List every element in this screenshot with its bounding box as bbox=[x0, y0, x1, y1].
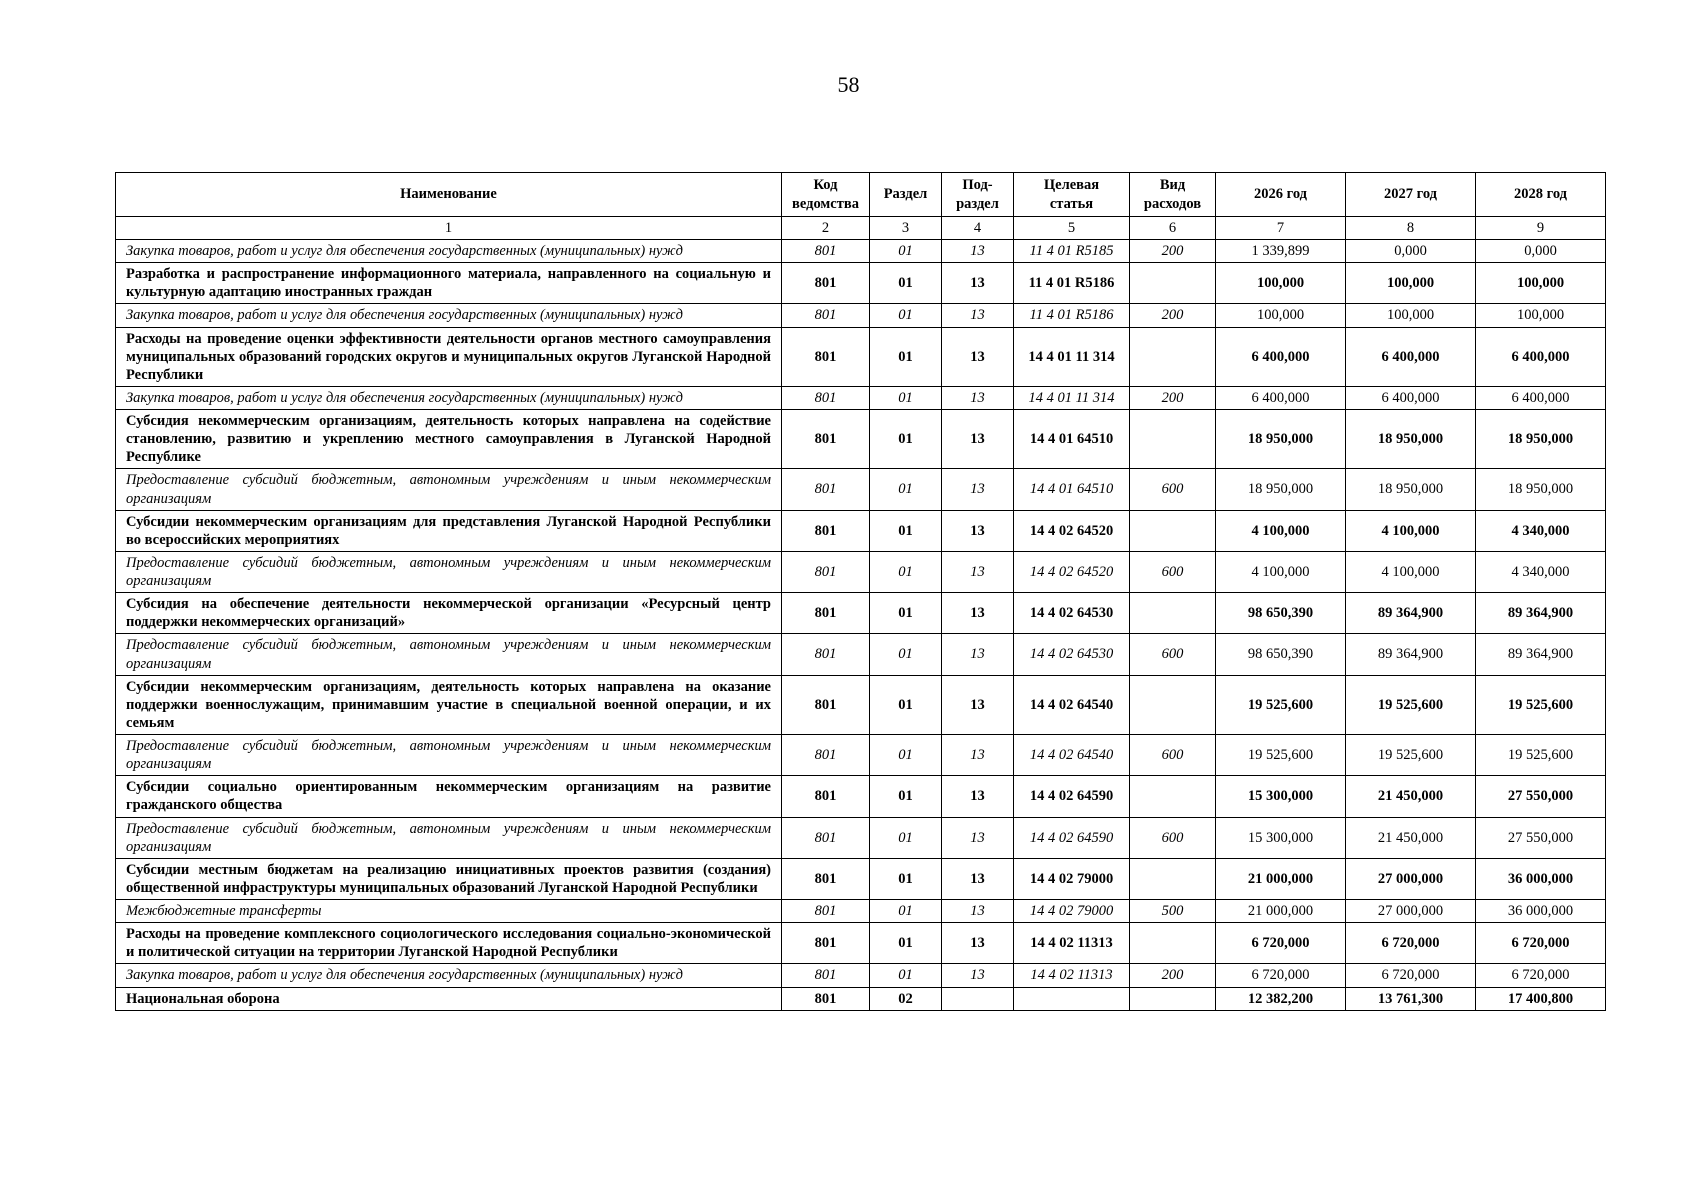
row-amount-2027: 18 950,000 bbox=[1346, 469, 1476, 510]
row-subsection: 13 bbox=[942, 735, 1014, 776]
table-row bbox=[116, 634, 1606, 675]
row-expense-type: 200 bbox=[1130, 240, 1216, 263]
row-amount-2028: 6 720,000 bbox=[1476, 964, 1606, 987]
row-target-article: 11 4 01 R5186 bbox=[1014, 304, 1130, 327]
row-section: 01 bbox=[870, 240, 942, 263]
table-row bbox=[116, 510, 1606, 551]
row-target-article: 14 4 01 64510 bbox=[1014, 410, 1130, 469]
row-expense-type: 600 bbox=[1130, 469, 1216, 510]
row-amount-2026: 15 300,000 bbox=[1216, 776, 1346, 817]
row-section: 01 bbox=[870, 263, 942, 304]
header-year-2028: 2028 год bbox=[1476, 173, 1606, 217]
row-subsection: 13 bbox=[942, 964, 1014, 987]
row-name: Субсидия некоммерческим организациям, деятельность которых направлена на содействие становлению, развитию и укреплению местного самоуправления в Луганской Народной Республике bbox=[116, 410, 782, 469]
row-section: 01 bbox=[870, 304, 942, 327]
row-amount-2027: 27 000,000 bbox=[1346, 858, 1476, 899]
table-row bbox=[116, 675, 1606, 734]
row-section: 01 bbox=[870, 593, 942, 634]
row-amount-2026: 19 525,600 bbox=[1216, 735, 1346, 776]
header-year-2027: 2027 год bbox=[1346, 173, 1476, 217]
row-dept-code: 801 bbox=[782, 240, 870, 263]
row-name: Субсидии некоммерческим организациям для представления Луганской Народной Республики во всероссийских мероприятиях bbox=[116, 510, 782, 551]
row-expense-type: 600 bbox=[1130, 817, 1216, 858]
row-amount-2028: 19 525,600 bbox=[1476, 735, 1606, 776]
row-subsection: 13 bbox=[942, 551, 1014, 592]
row-expense-type bbox=[1130, 410, 1216, 469]
row-name: Закупка товаров, работ и услуг для обеспечения государственных (муниципальных) нужд bbox=[116, 240, 782, 263]
row-dept-code: 801 bbox=[782, 410, 870, 469]
row-subsection: 13 bbox=[942, 675, 1014, 734]
row-subsection: 13 bbox=[942, 858, 1014, 899]
row-name: Предоставление субсидий бюджетным, автономным учреждениям и иным некоммерческим организациям bbox=[116, 735, 782, 776]
table-body bbox=[116, 240, 1606, 1011]
row-amount-2026: 18 950,000 bbox=[1216, 469, 1346, 510]
row-amount-2028: 27 550,000 bbox=[1476, 776, 1606, 817]
table-row bbox=[116, 327, 1606, 386]
row-section: 01 bbox=[870, 510, 942, 551]
row-dept-code: 801 bbox=[782, 327, 870, 386]
row-amount-2028: 17 400,800 bbox=[1476, 987, 1606, 1010]
row-target-article: 14 4 02 11313 bbox=[1014, 964, 1130, 987]
row-expense-type: 600 bbox=[1130, 551, 1216, 592]
row-target-article: 11 4 01 R5185 bbox=[1014, 240, 1130, 263]
row-amount-2028: 18 950,000 bbox=[1476, 469, 1606, 510]
row-target-article: 14 4 02 11313 bbox=[1014, 923, 1130, 964]
row-expense-type bbox=[1130, 327, 1216, 386]
row-subsection bbox=[942, 987, 1014, 1010]
row-expense-type bbox=[1130, 776, 1216, 817]
table-row bbox=[116, 817, 1606, 858]
row-name: Разработка и распространение информационного материала, направленного на социальную и культурную адаптацию иностранных граждан bbox=[116, 263, 782, 304]
table-row bbox=[116, 735, 1606, 776]
row-amount-2026: 6 400,000 bbox=[1216, 327, 1346, 386]
table-row bbox=[116, 240, 1606, 263]
column-number: 9 bbox=[1476, 217, 1606, 240]
row-amount-2026: 6 400,000 bbox=[1216, 386, 1346, 409]
table-row bbox=[116, 987, 1606, 1010]
row-amount-2026: 6 720,000 bbox=[1216, 923, 1346, 964]
row-expense-type bbox=[1130, 987, 1216, 1010]
row-amount-2028: 6 400,000 bbox=[1476, 327, 1606, 386]
column-number-row bbox=[116, 217, 1606, 240]
row-section: 01 bbox=[870, 675, 942, 734]
row-subsection: 13 bbox=[942, 304, 1014, 327]
row-expense-type bbox=[1130, 923, 1216, 964]
row-amount-2026: 21 000,000 bbox=[1216, 858, 1346, 899]
row-expense-type bbox=[1130, 510, 1216, 551]
row-name: Субсидия на обеспечение деятельности некоммерческой организации «Ресурсный центр поддержки некоммерческих организаций» bbox=[116, 593, 782, 634]
row-amount-2028: 4 340,000 bbox=[1476, 510, 1606, 551]
row-amount-2026: 15 300,000 bbox=[1216, 817, 1346, 858]
row-amount-2028: 27 550,000 bbox=[1476, 817, 1606, 858]
row-expense-type bbox=[1130, 593, 1216, 634]
table-row bbox=[116, 551, 1606, 592]
header-dept-code: Код ведомства bbox=[782, 173, 870, 217]
row-subsection: 13 bbox=[942, 510, 1014, 551]
row-section: 01 bbox=[870, 923, 942, 964]
row-dept-code: 801 bbox=[782, 987, 870, 1010]
row-section: 01 bbox=[870, 776, 942, 817]
row-subsection: 13 bbox=[942, 923, 1014, 964]
row-section: 01 bbox=[870, 735, 942, 776]
row-amount-2028: 100,000 bbox=[1476, 304, 1606, 327]
table-row bbox=[116, 776, 1606, 817]
row-dept-code: 801 bbox=[782, 675, 870, 734]
row-amount-2027: 19 525,600 bbox=[1346, 675, 1476, 734]
row-section: 01 bbox=[870, 858, 942, 899]
row-name: Национальная оборона bbox=[116, 987, 782, 1010]
row-dept-code: 801 bbox=[782, 923, 870, 964]
row-subsection: 13 bbox=[942, 327, 1014, 386]
row-section: 01 bbox=[870, 327, 942, 386]
row-target-article bbox=[1014, 987, 1130, 1010]
row-amount-2028: 4 340,000 bbox=[1476, 551, 1606, 592]
row-subsection: 13 bbox=[942, 634, 1014, 675]
row-target-article: 14 4 02 64520 bbox=[1014, 551, 1130, 592]
row-dept-code: 801 bbox=[782, 304, 870, 327]
row-amount-2027: 4 100,000 bbox=[1346, 510, 1476, 551]
table-row bbox=[116, 923, 1606, 964]
row-name: Предоставление субсидий бюджетным, автономным учреждениям и иным некоммерческим организациям bbox=[116, 551, 782, 592]
row-expense-type: 200 bbox=[1130, 304, 1216, 327]
row-dept-code: 801 bbox=[782, 593, 870, 634]
row-dept-code: 801 bbox=[782, 964, 870, 987]
row-dept-code: 801 bbox=[782, 735, 870, 776]
row-dept-code: 801 bbox=[782, 263, 870, 304]
table-row bbox=[116, 386, 1606, 409]
row-section: 01 bbox=[870, 386, 942, 409]
row-name: Закупка товаров, работ и услуг для обеспечения государственных (муниципальных) нужд bbox=[116, 386, 782, 409]
row-amount-2027: 89 364,900 bbox=[1346, 593, 1476, 634]
header-section: Раздел bbox=[870, 173, 942, 217]
row-name: Предоставление субсидий бюджетным, автономным учреждениям и иным некоммерческим организациям bbox=[116, 817, 782, 858]
row-target-article: 14 4 02 79000 bbox=[1014, 900, 1130, 923]
header-target-article: Целевая статья bbox=[1014, 173, 1130, 217]
row-amount-2027: 100,000 bbox=[1346, 304, 1476, 327]
column-number: 1 bbox=[116, 217, 782, 240]
row-amount-2027: 21 450,000 bbox=[1346, 776, 1476, 817]
column-number: 5 bbox=[1014, 217, 1130, 240]
row-amount-2027: 0,000 bbox=[1346, 240, 1476, 263]
row-amount-2026: 98 650,390 bbox=[1216, 593, 1346, 634]
row-amount-2026: 98 650,390 bbox=[1216, 634, 1346, 675]
column-number: 4 bbox=[942, 217, 1014, 240]
header-row bbox=[116, 173, 1606, 217]
row-amount-2028: 18 950,000 bbox=[1476, 410, 1606, 469]
row-amount-2027: 6 400,000 bbox=[1346, 386, 1476, 409]
row-amount-2027: 6 720,000 bbox=[1346, 964, 1476, 987]
row-amount-2026: 4 100,000 bbox=[1216, 551, 1346, 592]
header-name: Наименование bbox=[116, 173, 782, 217]
row-subsection: 13 bbox=[942, 386, 1014, 409]
row-dept-code: 801 bbox=[782, 510, 870, 551]
row-subsection: 13 bbox=[942, 900, 1014, 923]
header-expense-type: Вид расходов bbox=[1130, 173, 1216, 217]
row-dept-code: 801 bbox=[782, 858, 870, 899]
row-section: 01 bbox=[870, 900, 942, 923]
row-amount-2027: 27 000,000 bbox=[1346, 900, 1476, 923]
column-number: 6 bbox=[1130, 217, 1216, 240]
row-section: 01 bbox=[870, 410, 942, 469]
row-amount-2027: 100,000 bbox=[1346, 263, 1476, 304]
row-amount-2027: 6 720,000 bbox=[1346, 923, 1476, 964]
row-amount-2027: 18 950,000 bbox=[1346, 410, 1476, 469]
row-dept-code: 801 bbox=[782, 776, 870, 817]
row-amount-2026: 19 525,600 bbox=[1216, 675, 1346, 734]
row-target-article: 14 4 02 64540 bbox=[1014, 675, 1130, 734]
row-amount-2027: 13 761,300 bbox=[1346, 987, 1476, 1010]
column-number: 7 bbox=[1216, 217, 1346, 240]
row-expense-type bbox=[1130, 858, 1216, 899]
row-subsection: 13 bbox=[942, 469, 1014, 510]
row-section: 02 bbox=[870, 987, 942, 1010]
row-dept-code: 801 bbox=[782, 634, 870, 675]
row-target-article: 14 4 02 64530 bbox=[1014, 634, 1130, 675]
row-target-article: 14 4 01 64510 bbox=[1014, 469, 1130, 510]
row-amount-2026: 100,000 bbox=[1216, 304, 1346, 327]
row-subsection: 13 bbox=[942, 240, 1014, 263]
row-amount-2027: 89 364,900 bbox=[1346, 634, 1476, 675]
row-target-article: 11 4 01 R5186 bbox=[1014, 263, 1130, 304]
row-name: Субсидии некоммерческим организациям, деятельность которых направлена на оказание поддержки военнослужащим, принимавшим участие в специальной военной операции, и их семьям bbox=[116, 675, 782, 734]
row-subsection: 13 bbox=[942, 817, 1014, 858]
row-name: Субсидии социально ориентированным некоммерческим организациям на развитие гражданского общества bbox=[116, 776, 782, 817]
row-target-article: 14 4 02 64590 bbox=[1014, 776, 1130, 817]
row-section: 01 bbox=[870, 551, 942, 592]
row-amount-2027: 4 100,000 bbox=[1346, 551, 1476, 592]
row-amount-2027: 19 525,600 bbox=[1346, 735, 1476, 776]
row-name: Расходы на проведение оценки эффективности деятельности органов местного самоуправления муниципальных образований городских округов и муниципальных округов Луганской Народной Республики bbox=[116, 327, 782, 386]
row-amount-2028: 89 364,900 bbox=[1476, 593, 1606, 634]
row-name: Предоставление субсидий бюджетным, автономным учреждениям и иным некоммерческим организациям bbox=[116, 469, 782, 510]
row-amount-2028: 100,000 bbox=[1476, 263, 1606, 304]
budget-table bbox=[115, 172, 1606, 1011]
row-target-article: 14 4 02 79000 bbox=[1014, 858, 1130, 899]
row-amount-2026: 100,000 bbox=[1216, 263, 1346, 304]
row-section: 01 bbox=[870, 817, 942, 858]
row-name: Расходы на проведение комплексного социологического исследования социально-экономической и политической ситуации на территории Луганской Народной Республики bbox=[116, 923, 782, 964]
row-amount-2028: 36 000,000 bbox=[1476, 900, 1606, 923]
column-number: 2 bbox=[782, 217, 870, 240]
row-subsection: 13 bbox=[942, 593, 1014, 634]
row-amount-2026: 6 720,000 bbox=[1216, 964, 1346, 987]
header-subsection: Под- раздел bbox=[942, 173, 1014, 217]
row-expense-type bbox=[1130, 263, 1216, 304]
row-subsection: 13 bbox=[942, 263, 1014, 304]
row-amount-2027: 21 450,000 bbox=[1346, 817, 1476, 858]
table-row bbox=[116, 900, 1606, 923]
row-target-article: 14 4 02 64530 bbox=[1014, 593, 1130, 634]
table-row bbox=[116, 469, 1606, 510]
row-section: 01 bbox=[870, 469, 942, 510]
row-amount-2026: 12 382,200 bbox=[1216, 987, 1346, 1010]
row-expense-type bbox=[1130, 675, 1216, 734]
row-amount-2028: 6 400,000 bbox=[1476, 386, 1606, 409]
row-dept-code: 801 bbox=[782, 386, 870, 409]
column-number: 3 bbox=[870, 217, 942, 240]
row-amount-2026: 21 000,000 bbox=[1216, 900, 1346, 923]
row-name: Предоставление субсидий бюджетным, автономным учреждениям и иным некоммерческим организациям bbox=[116, 634, 782, 675]
row-amount-2026: 18 950,000 bbox=[1216, 410, 1346, 469]
table-row bbox=[116, 964, 1606, 987]
row-name: Межбюджетные трансферты bbox=[116, 900, 782, 923]
header-year-2026: 2026 год bbox=[1216, 173, 1346, 217]
row-dept-code: 801 bbox=[782, 551, 870, 592]
column-number: 8 bbox=[1346, 217, 1476, 240]
row-name: Закупка товаров, работ и услуг для обеспечения государственных (муниципальных) нужд bbox=[116, 304, 782, 327]
row-section: 01 bbox=[870, 634, 942, 675]
table-row bbox=[116, 263, 1606, 304]
row-amount-2028: 89 364,900 bbox=[1476, 634, 1606, 675]
row-amount-2028: 36 000,000 bbox=[1476, 858, 1606, 899]
row-expense-type: 500 bbox=[1130, 900, 1216, 923]
row-name: Субсидии местным бюджетам на реализацию инициативных проектов развития (создания) общественной инфраструктуры муниципальных образований Луганской Народной Республики bbox=[116, 858, 782, 899]
row-target-article: 14 4 02 64590 bbox=[1014, 817, 1130, 858]
page-number: 58 bbox=[837, 72, 860, 97]
row-expense-type: 200 bbox=[1130, 386, 1216, 409]
row-amount-2026: 1 339,899 bbox=[1216, 240, 1346, 263]
row-expense-type: 200 bbox=[1130, 964, 1216, 987]
row-target-article: 14 4 02 64540 bbox=[1014, 735, 1130, 776]
row-name: Закупка товаров, работ и услуг для обеспечения государственных (муниципальных) нужд bbox=[116, 964, 782, 987]
row-section: 01 bbox=[870, 964, 942, 987]
table-row bbox=[116, 593, 1606, 634]
row-target-article: 14 4 02 64520 bbox=[1014, 510, 1130, 551]
table-row bbox=[116, 410, 1606, 469]
row-subsection: 13 bbox=[942, 410, 1014, 469]
row-amount-2028: 0,000 bbox=[1476, 240, 1606, 263]
row-expense-type: 600 bbox=[1130, 735, 1216, 776]
row-amount-2026: 4 100,000 bbox=[1216, 510, 1346, 551]
row-amount-2027: 6 400,000 bbox=[1346, 327, 1476, 386]
row-amount-2028: 19 525,600 bbox=[1476, 675, 1606, 734]
row-dept-code: 801 bbox=[782, 817, 870, 858]
table-row bbox=[116, 858, 1606, 899]
row-dept-code: 801 bbox=[782, 900, 870, 923]
row-expense-type: 600 bbox=[1130, 634, 1216, 675]
row-amount-2028: 6 720,000 bbox=[1476, 923, 1606, 964]
table-row bbox=[116, 304, 1606, 327]
row-subsection: 13 bbox=[942, 776, 1014, 817]
row-dept-code: 801 bbox=[782, 469, 870, 510]
row-target-article: 14 4 01 11 314 bbox=[1014, 386, 1130, 409]
row-target-article: 14 4 01 11 314 bbox=[1014, 327, 1130, 386]
